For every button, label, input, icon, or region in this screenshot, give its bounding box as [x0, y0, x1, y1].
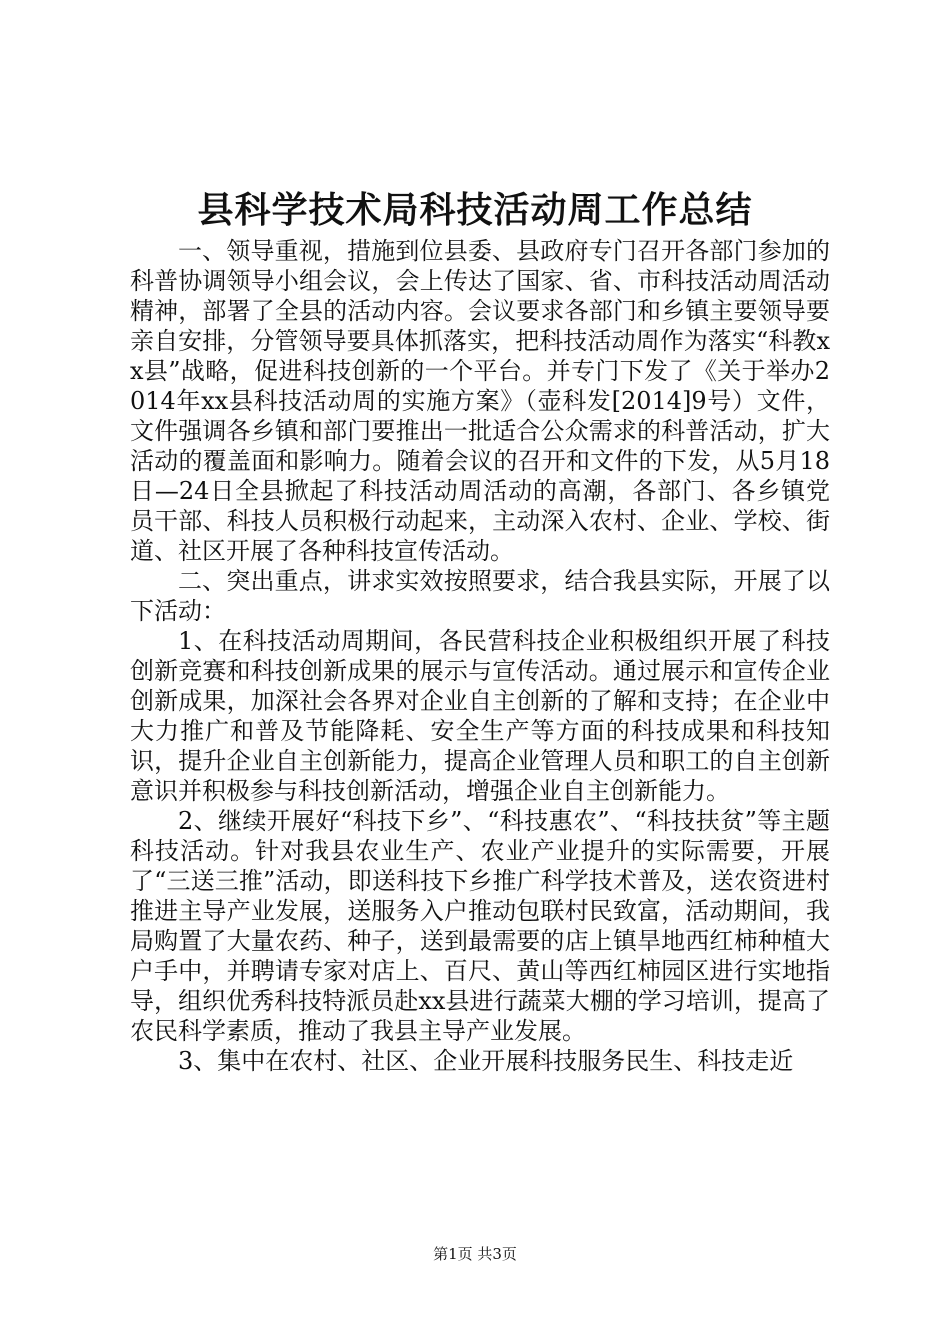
paragraph-focus: 二、突出重点，讲求实效按照要求，结合我县实际，开展了以下活动：: [130, 567, 830, 625]
document-title: 县科学技术局科技活动周工作总结: [197, 189, 753, 231]
paragraph-item-3: 3、集中在农村、社区、企业开展科技服务民生、科技走近: [178, 1047, 794, 1075]
page-number-footer: 第1页 共3页: [433, 1245, 517, 1263]
paragraph-item-2: 2、继续开展好“科技下乡”、“科技惠农”、“科技扶贫”等主题科技活动。针对我县农业生产、农业产业提升的实际需要，开展了“三送三推”活动，即送科技下乡推广科学技术普及，送农资进村推进主导产业发展，送服务入户推动包联村民致富，活动期间，我局购置了大量农药、种子，送到最需要的店上镇旱地西红柿种植大户手中，并聘请专家对店上、百尺、黄山等西红柿园区进行实地指导，组织优秀科技特派员赴xx县进行蔬菜大棚的学习培训，提高了农民科学素质，推动了我县主导产业发展。: [130, 807, 830, 1045]
paragraph-item-1: 1、在科技活动周期间，各民营科技企业积极组织开展了科技创新竞赛和科技创新成果的展示与宣传活动。通过展示和宣传企业创新成果，加深社会各界对企业自主创新的了解和支持；在企业中大力推广和普及节能降耗、安全生产等方面的科技成果和科技知识，提升企业自主创新能力，提高企业管理人员和职工的自主创新意识并积极参与科技创新活动，增强企业自主创新能力。: [130, 627, 830, 805]
document-body: [130, 236, 830, 1076]
paragraph-leadership: 一、领导重视，措施到位县委、县政府专门召开各部门参加的科普协调领导小组会议，会上传达了国家、省、市科技活动周活动精神，部署了全县的活动内容。会议要求各部门和乡镇主要领导要亲自安排，分管领导要具体抓落实，把科技活动周作为落实“科教xx县”战略，促进科技创新的一个平台。并专门下发了《关于举办2014年xx县科技活动周的实施方案》（壶科发[2014]9号）文件，文件强调各乡镇和部门要推出一批适合公众需求的科普活动，扩大活动的覆盖面和影响力。随着会议的召开和文件的下发，从5月18日—24日全县掀起了科技活动周活动的高潮，各部门、各乡镇党员干部、科技人员积极行动起来，主动深入农村、企业、学校、街道、社区开展了各种科技宣传活动。: [130, 237, 830, 565]
